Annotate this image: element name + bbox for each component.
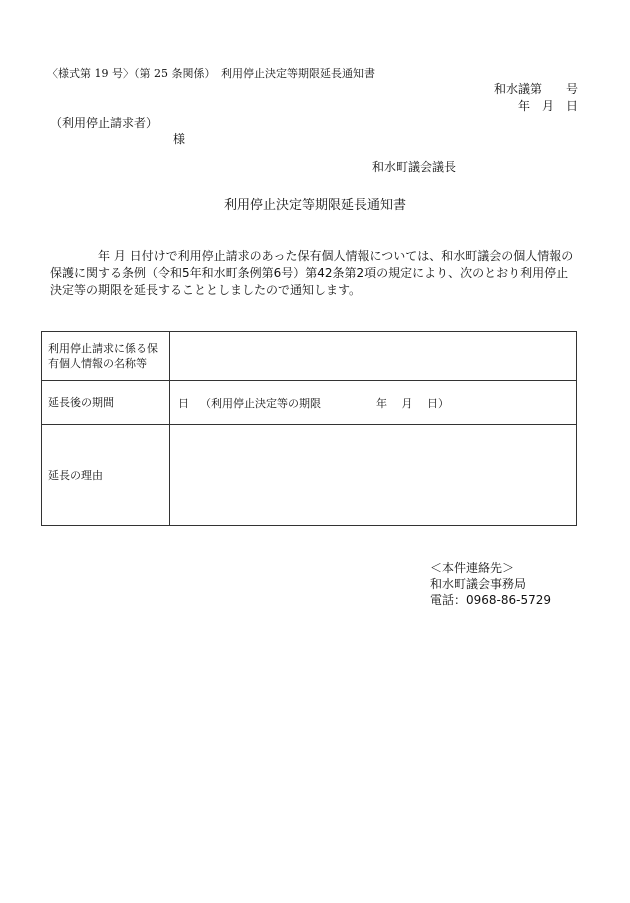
contact-phone: 電話：0968-86-5729 <box>430 593 552 607</box>
extension-reason-value <box>170 425 577 526</box>
form-reference: 〈様式第 19 号〉（第 25 条関係） 利用停止決定等期限延長通知書 <box>47 67 375 80</box>
deadline-date: 年 月 日） <box>376 396 449 410</box>
document-number: 和水議第 号 <box>493 82 578 96</box>
deadline-label: （利用停止決定等の期限 <box>200 396 321 410</box>
extension-period-value <box>170 381 577 425</box>
recipient-label: （利用停止請求者） <box>50 116 159 130</box>
document-date: 年 月 日 <box>517 99 578 113</box>
info-name-value <box>170 332 577 381</box>
info-name-label: 利用停止請求に係る保有個人情報の名称等 <box>42 332 170 381</box>
contact-block <box>430 560 551 608</box>
info-table <box>41 331 577 526</box>
contact-office: 和水町議会事務局 <box>430 577 527 591</box>
extension-reason-label: 延長の理由 <box>42 425 170 526</box>
extension-days: 日 <box>178 396 189 410</box>
sender-name: 和水町議会議長 <box>372 160 457 174</box>
table-row <box>42 381 577 425</box>
table-row <box>42 425 577 526</box>
recipient-honorific: 様 <box>173 132 186 146</box>
table-row <box>42 332 577 381</box>
document-title: 利用停止決定等期限延長通知書 <box>223 198 406 213</box>
extension-period-label: 延長後の期間 <box>42 381 170 425</box>
body-paragraph: 年 月 日付けで利用停止請求のあった保有個人情報については、和水町議会の個人情報の保護に関する条例（令和5年和水町条例第6号）第42条第2項の規定により、次のとおり利用停止決定等の期限を延長することとしましたので通知します。 <box>50 249 574 297</box>
contact-heading: ＜本件連絡先＞ <box>430 561 515 575</box>
